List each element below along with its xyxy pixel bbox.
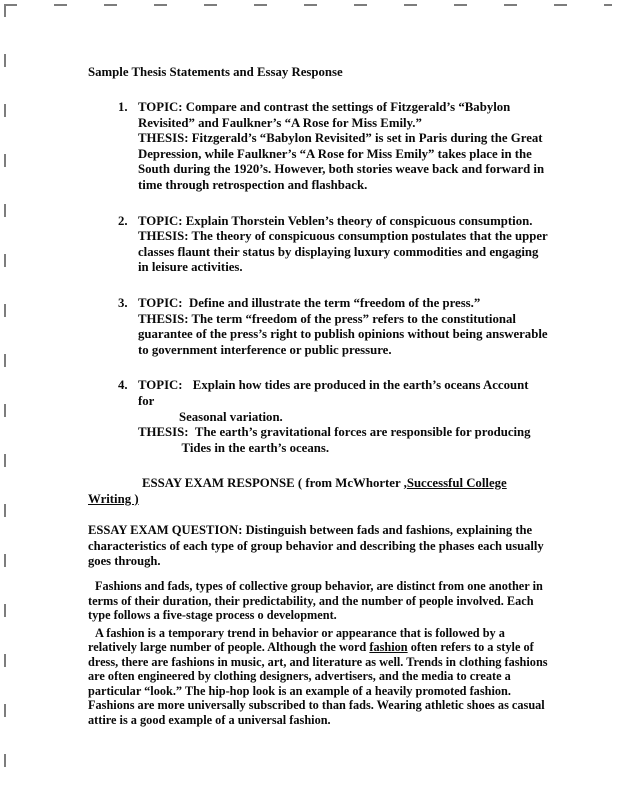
item-number: 3. (118, 295, 128, 310)
page-border-left (4, 4, 6, 792)
item-number: 2. (118, 213, 128, 228)
list-item (118, 378, 548, 456)
list-item (118, 100, 548, 194)
topic-paragraph: TOPIC: Define and illustrate the term “freedom of the press.” (138, 295, 481, 310)
item-number: 1. (118, 100, 128, 114)
item-content (138, 214, 548, 276)
list-item (118, 214, 548, 276)
thesis-paragraph: THESIS: The theory of conspicuous consumption postulates that the upper classes flaunt their status by displaying luxury commodities and engaging in leisure activities. (138, 229, 548, 275)
thesis-statements-list (118, 100, 548, 456)
document-title: Sample Thesis Statements and Essay Response (88, 65, 343, 79)
body-paragraph: Fashions and fads, types of collective group behavior, are distinct from one another in terms of their duration, their predictability, and the number of people involved. Each type follows a five-stage process o development. (88, 579, 543, 623)
item-content (138, 100, 548, 194)
page-border-top (4, 4, 612, 6)
thesis-paragraph: THESIS: The earth’s gravitational forces are responsible for producing Tides in the earth’s oceans. (138, 425, 531, 455)
essay-exam-question: ESSAY EXAM QUESTION: Distinguish between fads and fashions, explaining the characteristics of each type of group behavior and describing the phases each usually goes through. (88, 523, 544, 568)
topic-paragraph: TOPIC: Explain how tides are produced in the earth’s oceans Account for Seasonal variation. (138, 378, 529, 424)
item-number: 4. (118, 378, 128, 393)
list-item (118, 296, 548, 358)
thesis-paragraph: THESIS: The term “freedom of the press” refers to the constitutional guarantee of the press’s right to publish opinions without being answerable to government interference or public pressure. (138, 311, 548, 357)
item-content (138, 378, 548, 456)
body-paragraph: A fashion is a temporary trend in behavior or appearance that is followed by a relatively large number of people. Although the word fashion often refers to a style of dress, there are fashions in music, art, and literature as well. Trends in clothing fashions are often engineered by clothing designers, advertisers, and the media to create a particular “look.” The hip-hop look is an example of a heavily promoted fashion. Fashions are more universally subscribed to than fads. Wearing athletic shoes as casual attire is a good example of a universal fashion. (88, 625, 548, 727)
topic-paragraph: TOPIC: Explain Thorstein Veblen’s theory of conspicuous consumption. (138, 213, 533, 228)
thesis-paragraph: THESIS: Fitzgerald’s “Babylon Revisited” is set in Paris during the Great Depression, while Faulkner’s “A Rose for Miss Emily” takes place in the South during the 1920’s. However, both stories weave back and forward in time through retrospection and flashback. (138, 131, 545, 192)
essay-response-heading: ESSAY EXAM RESPONSE ( from McWhorter ,Successful College Writing ) (88, 476, 507, 506)
topic-paragraph: TOPIC: Compare and contrast the settings of Fitzgerald’s “Babylon Revisited” and Faulkner’s “A Rose for Miss Emily.” (138, 100, 511, 130)
item-content (138, 296, 548, 358)
